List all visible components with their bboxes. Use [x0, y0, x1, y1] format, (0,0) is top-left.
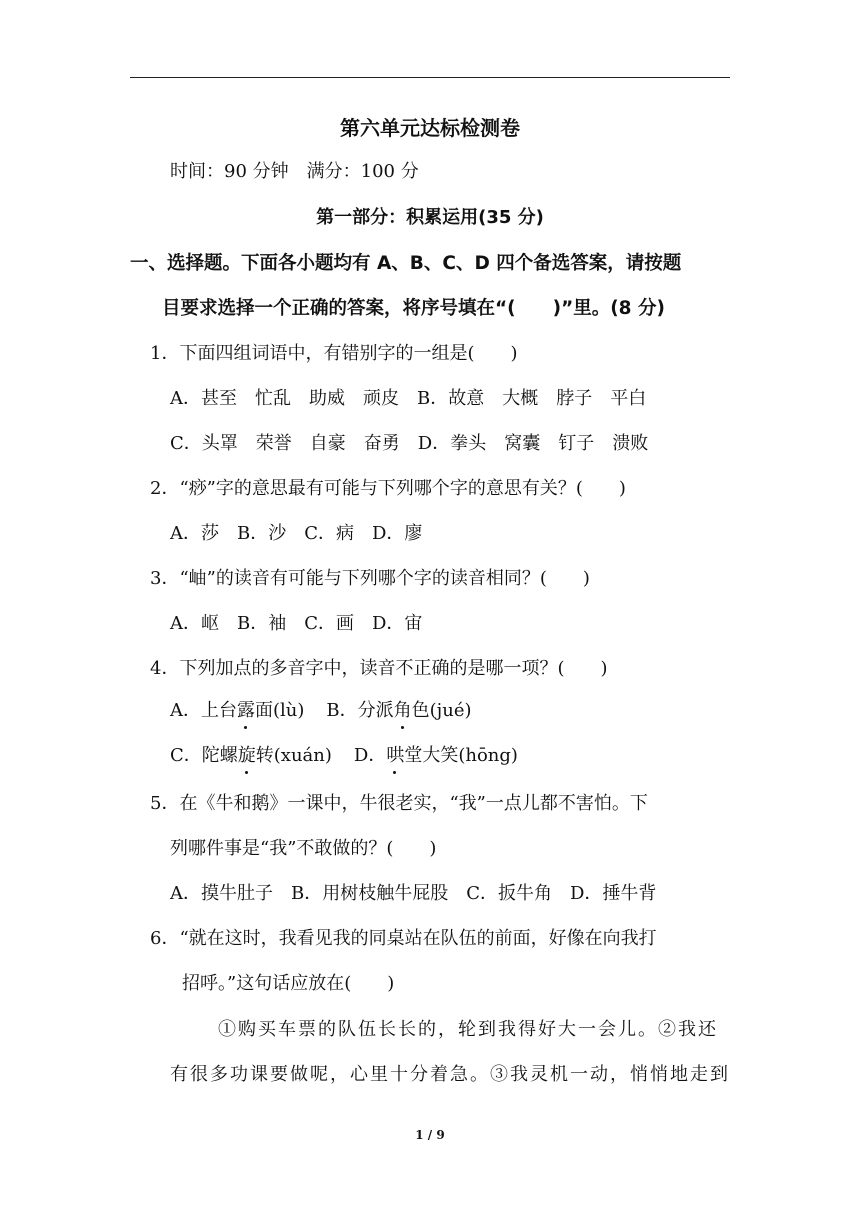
question-3-options: A．岖 B．袖 C．画 D．宙: [170, 613, 423, 634]
option-a-dotted-char: 露: [237, 700, 255, 721]
option-b-rest: 色(jué): [411, 700, 472, 721]
question-3-stem: 3．“岫”的读音有可能与下列哪个字的读音相同？( ): [150, 568, 590, 589]
option-b-label: B．分派: [326, 700, 394, 721]
exam-meta: 时间：90 分钟 满分：100 分: [170, 161, 419, 182]
option-c-rest: 转(xuán): [255, 745, 332, 766]
question-5-options: A．摸牛肚子 B．用树枝触牛屁股 C．扳牛角 D．捶牛背: [170, 883, 657, 904]
option-a-label: A．上台: [170, 700, 237, 721]
option-d-rest: 堂大笑(hōng): [404, 745, 518, 766]
page-title: 第六单元达标检测卷: [340, 116, 520, 140]
question-4-stem: 4．下列加点的多音字中，读音不正确的是哪一项？( ): [150, 658, 608, 679]
page-number: 1 / 9: [415, 1128, 445, 1142]
question-1-options-cd: C．头罩 荣誉 自豪 奋勇 D．拳头 窝囊 钉子 溃败: [170, 433, 649, 454]
option-a-rest: 面(lù): [255, 700, 305, 721]
question-6-stem-line1: 6．“就在这时，我看见我的同桌站在队伍的前面，好像在向我打: [150, 928, 657, 949]
header-rule: [130, 77, 730, 78]
option-c-label: C．陀螺: [170, 745, 238, 766]
question-5-stem-line2: 列哪件事是“我”不敢做的？( ): [170, 838, 437, 859]
question-1-options-ab: A．甚至 忙乱 助威 顽皮 B．故意 大概 脖子 平白: [170, 388, 647, 409]
question-4-options-ab: [170, 699, 472, 723]
option-d-dotted-char: 哄: [386, 745, 404, 766]
question-4-options-cd: [170, 744, 518, 768]
question-5-stem-line1: 5．在《牛和鹅》一课中，牛很老实，“我”一点儿都不害怕。下: [150, 793, 648, 814]
part-heading: 第一部分：积累运用(35 分): [316, 207, 544, 228]
section-heading-line1: 一、选择题。下面各小题均有 A、B、C、D 四个备选答案，请按题: [130, 253, 682, 274]
section-heading-line2: 目要求选择一个正确的答案，将序号填在“( )”里。(8 分): [162, 298, 665, 319]
option-b-dotted-char: 角: [394, 700, 412, 721]
option-d-label: D．: [353, 745, 387, 766]
question-6-stem-line2: 招呼。”这句话应放在( ): [182, 973, 395, 994]
question-1-stem: 1．下面四组词语中，有错别字的一组是( ): [150, 343, 518, 364]
question-2-stem: 2．“痧”字的意思最有可能与下列哪个字的意思有关？( ): [150, 478, 626, 499]
question-2-options: A．莎 B．沙 C．病 D．廖: [170, 523, 423, 544]
question-6-passage-line2: 有很多功课要做呢，心里十分着急。③我灵机一动，悄悄地走到: [170, 1064, 730, 1085]
option-c-dotted-char: 旋: [238, 745, 256, 766]
question-6-passage-line1: ①购买车票的队伍长长的，轮到我得好大一会儿。②我还: [218, 1019, 718, 1040]
